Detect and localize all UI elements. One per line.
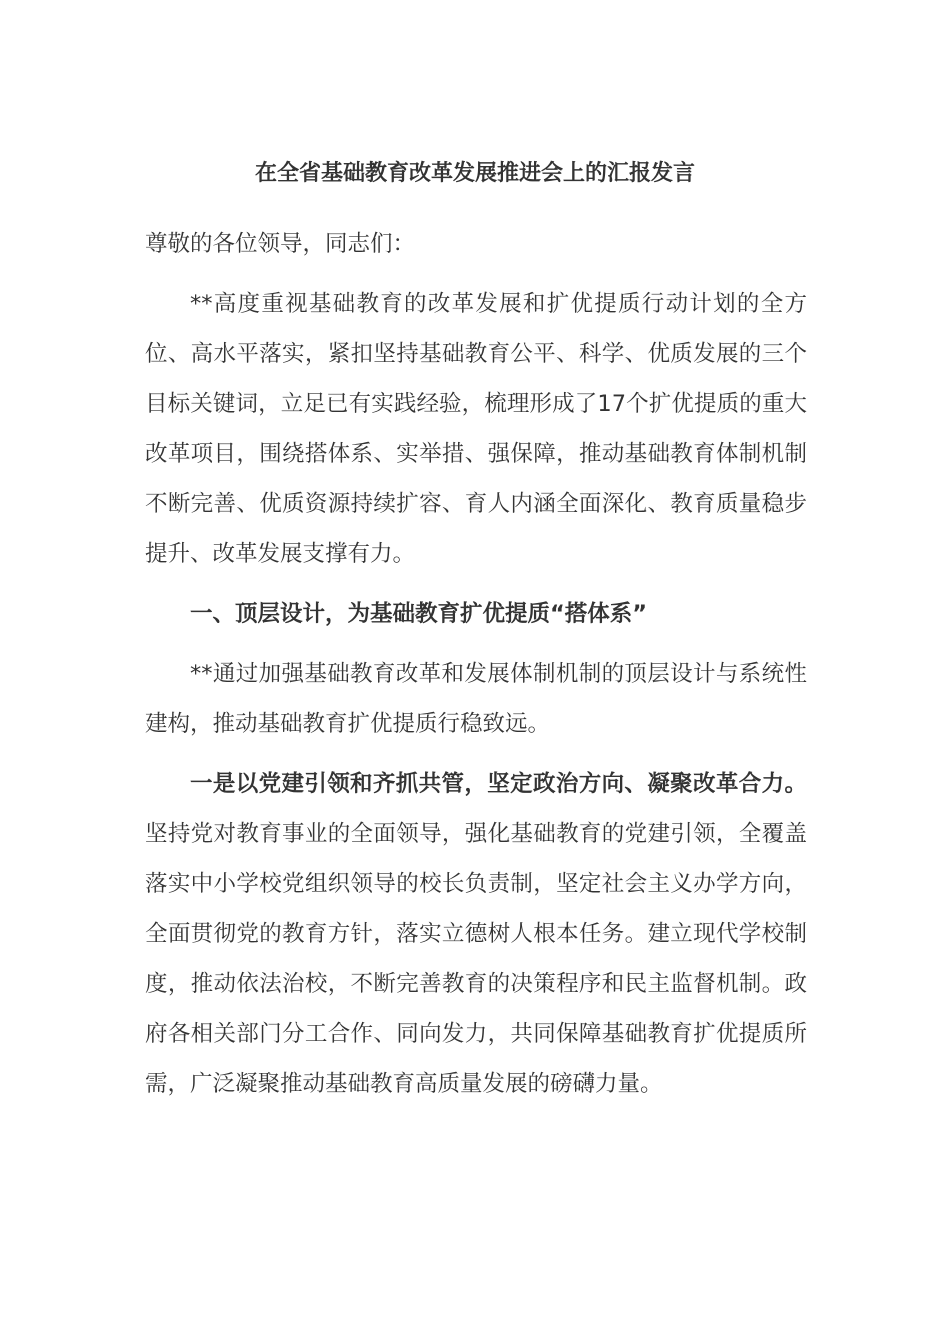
intro-paragraph: **高度重视基础教育的改革发展和扩优提质行动计划的全方位、高水平落实，紧扣坚持基础教育公平、科学、优质发展的三个目标关键词，立足已有实践经验，梳理形成了17个扩优提质的重大改革项目，围绕搭体系、实举措、强保障，推动基础教育体制机制不断完善、优质资源持续扩容、育人内涵全面深化、教育质量稳步提升、改革发展支撑有力。	[145, 291, 807, 567]
section-heading: 一、顶层设计，为基础教育扩优提质“搭体系”	[190, 601, 648, 627]
point-bold-lead: 一是以党建引领和齐抓共管，坚定政治方向、凝聚改革合力。	[190, 771, 807, 797]
point-body-text: 坚持党对教育事业的全面领导，强化基础教育的党建引领，全覆盖落实中小学校党组织领导的校长负责制，坚定社会主义办学方向，全面贯彻党的教育方针，落实立德树人根本任务。建立现代学校制度，推动依法治校，不断完善教育的决策程序和民主监督机制。政府各相关部门分工合作、同向发力，共同保障基础教育扩优提质所需，广泛凝聚推动基础教育高质量发展的磅礴力量。	[145, 821, 807, 1097]
document-title: 在全省基础教育改革发展推进会上的汇报发言	[254, 161, 695, 186]
section-lead-paragraph: **通过加强基础教育改革和发展体制机制的顶层设计与系统性建构，推动基础教育扩优提质行稳致远。	[145, 661, 807, 737]
document-body	[145, 219, 807, 1109]
point-paragraph	[145, 759, 807, 1109]
salutation: 尊敬的各位领导，同志们：	[145, 231, 416, 257]
